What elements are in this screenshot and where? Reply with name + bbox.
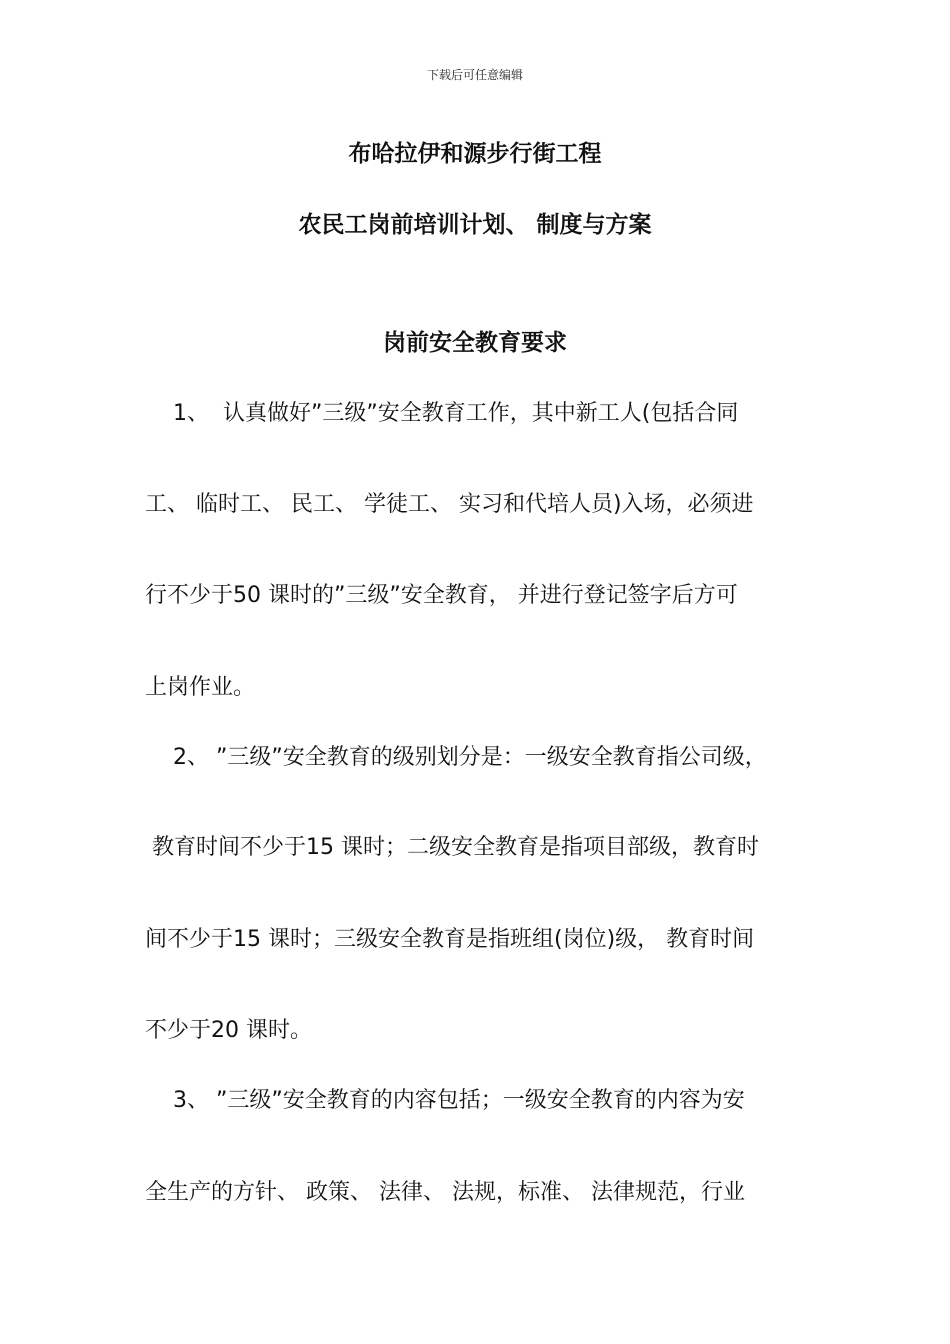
body-line: 间不少于15 课时；三级安全教育是指班组(岗位)级， 教育时间 bbox=[145, 927, 755, 952]
body-line: 2、 ”三级”安全教育的级别划分是：一级安全教育指公司级， bbox=[145, 745, 767, 770]
body-line: 1、 认真做好”三级”安全教育工作，其中新工人(包括合同 bbox=[145, 401, 739, 426]
body-line: 不少于20 课时。 bbox=[145, 1018, 312, 1043]
document-subtitle: 农民工岗前培训计划、 制度与方案 bbox=[298, 212, 652, 238]
body-line: 行不少于50 课时的”三级”安全教育， 并进行登记签字后方可 bbox=[145, 583, 738, 608]
body-line: 上岗作业。 bbox=[145, 675, 256, 700]
body-line: 工、 临时工、 民工、 学徒工、 实习和代培人员)入场，必须进 bbox=[145, 492, 754, 517]
section-heading: 岗前安全教育要求 bbox=[383, 330, 567, 356]
body-line: 3、 ”三级”安全教育的内容包括；一级安全教育的内容为安 bbox=[145, 1088, 745, 1113]
document-title: 布哈拉伊和源步行街工程 bbox=[348, 141, 602, 167]
body-line: 全生产的方针、 政策、 法律、 法规，标准、 法律规范，行业 bbox=[145, 1180, 745, 1205]
header-note: 下载后可任意编辑 bbox=[426, 68, 523, 82]
body-line: 教育时间不少于15 课时；二级安全教育是指项目部级，教育时 bbox=[145, 835, 759, 860]
